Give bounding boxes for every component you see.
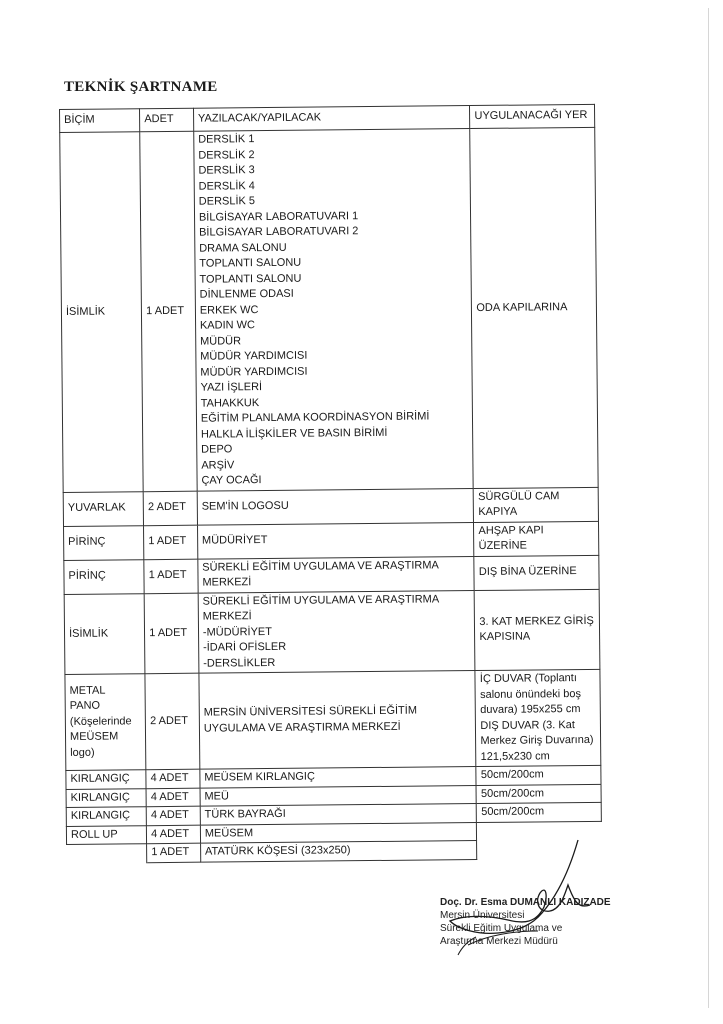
- list-item: DİNLENME ODASI: [199, 287, 294, 301]
- list-item: salonu önündeki boş: [479, 687, 582, 701]
- cell-adet: 2 ADET: [145, 673, 200, 770]
- table-row: [64, 521, 599, 560]
- signature-block: [440, 896, 611, 948]
- specification-table: [59, 104, 602, 864]
- document-title: TEKNİK ŞARTNAME: [64, 79, 218, 95]
- cell-yazi: MEÜSEM: [200, 822, 477, 843]
- list-item: DIŞ DUVAR (3. Kat: [480, 718, 575, 732]
- list-item: DERSLİK 1: [198, 133, 255, 146]
- cell-adet: 4 ADET: [147, 825, 201, 844]
- list-item: -MÜDÜRİYET: [202, 625, 273, 639]
- cell-bicim: İSİMLİK: [64, 593, 145, 674]
- cell-adet: 1 ADET: [147, 843, 201, 862]
- header-yazilacak: YAZILACAK/YAPILACAK: [193, 106, 470, 132]
- cell-adet: 4 ADET: [146, 788, 200, 807]
- cell-adet: 1 ADET: [144, 593, 198, 674]
- cell-yazi: MÜDÜRİYET: [197, 522, 474, 559]
- list-item: SÜREKLİ EĞİTİM UYGULAMA VE ARAŞTIRMA: [202, 592, 440, 608]
- cell-yazi: MEÜSEM KIRLANGIÇ: [200, 767, 477, 788]
- list-item: DERSLİK 5: [198, 195, 256, 208]
- list-item: -İDARİ OFİSLER: [202, 640, 287, 654]
- signatory-title-line: Araştırma Merkezi Müdürü: [440, 936, 558, 947]
- list-item: İÇ DUVAR (Toplantı: [479, 672, 577, 685]
- table-row: [63, 487, 598, 526]
- list-item: 121,5x230 cm: [480, 749, 550, 763]
- table-row: [60, 127, 598, 492]
- cell-bicim: KIRLANGIÇ: [66, 807, 146, 826]
- cell-adet: 4 ADET: [146, 769, 200, 788]
- cell-yazi: ATATÜRK KÖŞESİ (323x250): [200, 841, 477, 862]
- list-item: BİLGİSAYAR LABORATUVARI 2: [198, 225, 359, 239]
- list-item: HALKLA İLİŞKİLER VE BASIN BİRİMİ: [200, 426, 388, 441]
- cell-bicim: PİRİNÇ: [64, 559, 145, 594]
- header-bicim: BİÇİM: [60, 109, 140, 133]
- table-row: [64, 589, 600, 675]
- cell-yazi-list: [198, 590, 475, 673]
- table-row: [64, 555, 599, 594]
- signatory-name: Doç. Dr. Esma DUMANLI KADIZADE: [440, 897, 611, 908]
- list-item: (Köşelerinde: [69, 715, 132, 728]
- cell-bicim: KIRLANGIÇ: [66, 788, 146, 807]
- list-item: TAHAKKUK: [200, 396, 260, 410]
- cell-bicim: PİRİNÇ: [64, 525, 145, 560]
- list-item: duvara) 195x255 cm: [480, 703, 581, 716]
- list-item: ÇAY OCAĞI: [201, 474, 262, 487]
- list-item: -DERSLİKLER: [203, 656, 276, 670]
- cell-bicim: İSİMLİK: [60, 132, 144, 492]
- cell-yazi: TÜRK BAYRAĞI: [200, 804, 477, 825]
- list-item: TOPLANTI SALONU: [199, 272, 302, 286]
- list-item: TOPLANTI SALONU: [199, 256, 302, 270]
- list-item: BİLGİSAYAR LABORATUVARI 1: [198, 209, 359, 224]
- cell-bicim: [67, 844, 147, 863]
- list-item: DERSLİK 2: [198, 148, 255, 162]
- cell-yer: 50cm/200cm: [476, 765, 601, 785]
- cell-adet: 1 ADET: [144, 525, 198, 560]
- cell-yer-list: [475, 669, 601, 766]
- list-item: MERKEZİ: [202, 610, 252, 623]
- list-item: YAZI İŞLERİ: [200, 381, 263, 394]
- list-item: ARŞİV: [201, 458, 235, 472]
- cell-adet: 1 ADET: [140, 131, 197, 491]
- list-item: DERSLİK 4: [198, 179, 255, 193]
- list-item: Merkez Giriş Duvarına): [480, 733, 594, 747]
- list-item: PANO: [69, 699, 101, 713]
- list-item: KADIN WC: [199, 319, 256, 332]
- cell-yer: 50cm/200cm: [477, 802, 602, 822]
- cell-yazi: SEM'İN LOGOSU: [197, 488, 474, 525]
- cell-yer: SÜRGÜLÜ CAM KAPIYA: [474, 487, 599, 522]
- cell-bicim: KIRLANGIÇ: [66, 770, 146, 789]
- cell-yazi: MERSİN ÜNİVERSİTESİ SÜREKLİ EĞİTİM UYGULAMA VE ARAŞTIRMA MERKEZİ: [199, 671, 476, 770]
- list-item: DERSLİK 3: [198, 164, 255, 177]
- cell-yer: ODA KAPILARINA: [470, 127, 598, 488]
- header-uygulanacagi-yer: UYGULANACAĞI YER: [470, 104, 595, 128]
- signatory-title-line: Sürekli Eğitim Uygulama ve: [440, 923, 563, 934]
- list-item: logo): [70, 746, 95, 759]
- cell-adet: 2 ADET: [143, 491, 197, 526]
- cell-yazi: MEÜ: [200, 785, 477, 806]
- cell-yer: DIŞ BİNA ÜZERİNE: [474, 555, 599, 590]
- cell-items-list: [194, 129, 474, 491]
- signatory-title-line: Mersin Üniversitesi: [440, 910, 525, 921]
- list-item: METAL: [69, 684, 106, 697]
- cell-yer: 50cm/200cm: [476, 784, 601, 804]
- list-item: MÜDÜR YARDIMCISI: [200, 349, 308, 363]
- table-row: [65, 669, 601, 770]
- list-item: ERKEK WC: [199, 303, 259, 317]
- list-item: DRAMA SALONU: [199, 241, 287, 255]
- cell-adet: 4 ADET: [146, 806, 200, 825]
- list-item: MEÜSEM: [69, 730, 119, 744]
- list-item: MÜDÜR YARDIMCISI: [200, 365, 308, 379]
- cell-yer: AHŞAP KAPI ÜZERİNE: [474, 521, 599, 556]
- page-edge-line: [708, 8, 709, 1008]
- header-adet: ADET: [140, 108, 194, 132]
- list-item: MÜDÜR: [200, 334, 242, 348]
- cell-bicim-list: [65, 674, 146, 771]
- cell-bicim: ROLL UP: [66, 825, 146, 844]
- cell-yazi: SÜREKLİ EĞİTİM UYGULAMA VE ARAŞTIRMA MERKEZİ: [198, 556, 475, 593]
- cell-yer: 3. KAT MERKEZ GİRİŞ KAPISINA: [475, 589, 600, 671]
- list-item: EĞİTİM PLANLAMA KOORDİNASYON BİRİMİ: [200, 410, 430, 425]
- cell-adet: 1 ADET: [144, 559, 198, 594]
- cell-bicim: YUVARLAK: [63, 491, 144, 526]
- list-item: DEPO: [201, 443, 233, 456]
